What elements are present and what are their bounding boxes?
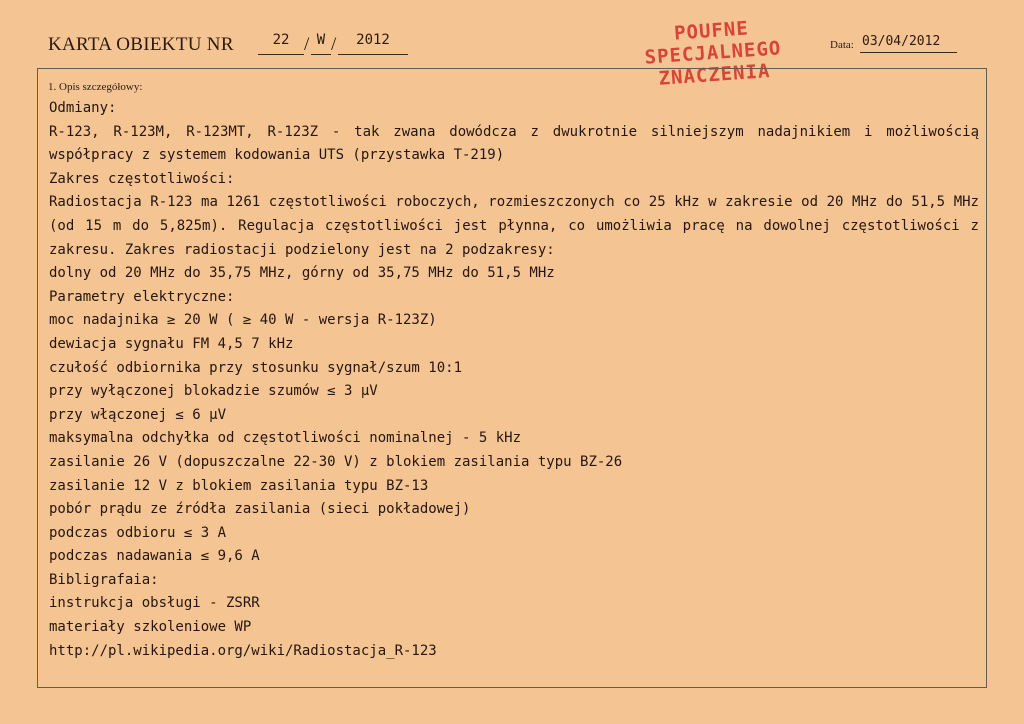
date-label: Data: — [830, 39, 854, 51]
subranges-text: dolny od 20 MHz do 35,75 MHz, górny od 35,75 MHz do 51,5 MHz — [49, 265, 555, 282]
variants-heading: Odmiany: — [49, 100, 117, 116]
bibliography-link: http://pl.wikipedia.org/wiki/Radiostacja_R-123 — [49, 642, 437, 659]
date-value: 03/04/2012 — [860, 34, 957, 53]
month-separator: / — [331, 34, 337, 55]
electrical-heading: Parametry elektryczne: — [49, 288, 235, 305]
bibliography-item: instrukcja obsługi - ZSRR — [49, 595, 260, 612]
description-box — [37, 68, 987, 688]
param-line: podczas nadawania ≤ 9,6 A — [49, 548, 260, 565]
card-month-field: W — [311, 32, 331, 55]
param-line: pobór prądu ze źródła zasilania (sieci pokładowej) — [49, 501, 471, 518]
card-title: KARTA OBIEKTU NR — [48, 34, 234, 55]
section-label: 1. Opis szczegółowy: — [48, 81, 143, 93]
param-line: maksymalna odchyłka od częstotliwości nominalnej - 5 kHz — [49, 430, 522, 447]
description-content — [49, 97, 979, 663]
bibliography-item: materiały szkoleniowe WP — [49, 619, 252, 636]
stamp-line: POUFNE — [673, 17, 750, 45]
param-line: czułość odbiornika przy stosunku sygnał/szum 10:1 — [49, 359, 463, 376]
bibliography-heading: Bibligrafaia: — [49, 571, 159, 588]
param-line: zasilanie 12 V z blokiem zasilania typu BZ-13 — [49, 477, 429, 494]
param-line: przy włączonej ≤ 6 μV — [49, 406, 227, 423]
param-line: moc nadajnika ≥ 20 W ( ≥ 40 W - wersja R-123Z) — [49, 312, 437, 329]
stamp-line: ZNACZENIA — [657, 60, 772, 90]
frequency-heading: Zakres częstotliwości: — [49, 170, 235, 187]
card-number-field: 22 — [258, 32, 304, 55]
frequency-text: Radiostacja R-123 ma 1261 częstotliwości roboczych, rozmieszczonych co 25 kHz w zakresie od 20 MHz do 51,5 MHz (od 15 m do 5,825m). Regulacja częstotliwości jest płynna, co umożliwia pracę na dowolnej częstotliwości z zakresu. Zakres radiostacji podzielony jest na 2 podzakresy: — [49, 194, 979, 258]
number-separator: / — [304, 34, 310, 55]
stamp-line: SPECJALNEGO — [643, 37, 783, 69]
param-line: przy wyłączonej blokadzie szumów ≤ 3 μV — [49, 383, 378, 400]
param-line: podczas odbioru ≤ 3 A — [49, 524, 227, 541]
card-year-field: 2012 — [338, 32, 408, 55]
param-line: dewiacja sygnału FM 4,5 7 kHz — [49, 335, 294, 352]
param-line: zasilanie 26 V (dopuszczalne 22-30 V) z blokiem zasilania typu BZ-26 — [49, 453, 623, 470]
variants-text: R-123, R-123M, R-123MT, R-123Z - tak zwana dowódcza z dwukrotnie silniejszym nadajnikiem i możliwością współpracy z systemem kodowania UTS (przystawka T-219) — [49, 123, 979, 164]
